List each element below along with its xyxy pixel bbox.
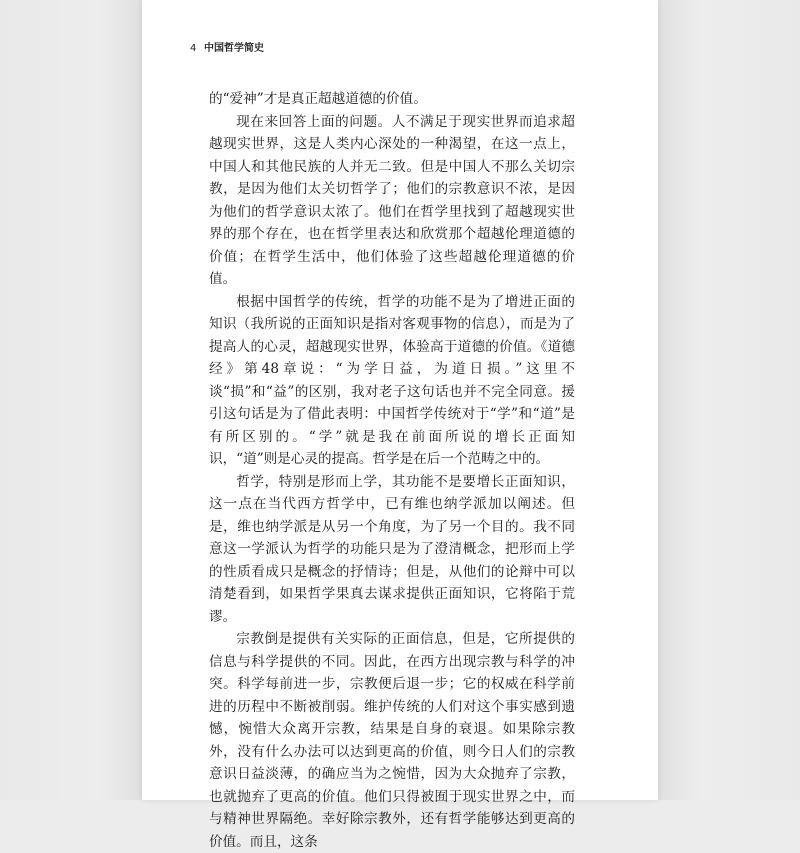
right-background xyxy=(658,0,800,800)
paragraph: 宗教倒是提供有关实际的正面信息，但是，它所提供的信息与科学提供的不同。因此，在西方出现宗教与科学的冲突。科学每前进一步，宗教便后退一步；它的权威在科学前进的历程中不断被削弱。维护传统的人们对这个事实感到遗憾，惋惜大众离开宗教，结果是自身的衰退。如果除宗教外，没有什么办法可以达到更高的价值，则今日人们的宗教意识日益淡薄，的确应当为之惋惜，因为大众抛弃了宗教，也就抛弃了更高的价值。他们只得被囿于现实世界之中，而与精神世界隔绝。幸好除宗教外，还有哲学能够达到更高的价值。而且，这条 xyxy=(209,631,575,850)
page-number: 4 xyxy=(190,43,197,54)
running-head xyxy=(190,42,264,56)
paragraph: 现在来回答上面的问题。人不满足于现实世界而追求超越现实世界，这是人类内心深处的一种渴望，在这一点上，中国人和其他民族的人并无二致。但是中国人不那么关切宗教，是因为他们太关切哲学了；他们的宗教意识不浓，是因为他们的哲学意识太浓了。他们在哲学里找到了超越现实世界的那个存在，也在哲学里表达和欣赏那个超越伦理道德的价值；在哲学生活中，他们体验了这些超越伦理道德的价值。 xyxy=(209,113,575,287)
left-background xyxy=(0,0,142,800)
running-title: 中国哲学简史 xyxy=(204,43,264,54)
body-text xyxy=(209,88,575,853)
book-page xyxy=(142,0,658,850)
paragraph: 根据中国哲学的传统，哲学的功能不是为了增进正面的知识（我所说的正面知识是指对客观事物的信息），而是为了提高人的心灵，超越现实世界，体验高于道德的价值。《道德经》第48章说：“为学日益，为道日损。”这里不谈“损”和“益”的区别，我对老子这句话也并不完全同意。援引这句话是为了借此表明：中国哲学传统对于“学”和“道”是有所区别的。“学”就是我在前面所说的增长正面知识，“道”则是心灵的提高。哲学是在后一个范畴之中的。 xyxy=(209,293,575,467)
paragraph: 哲学，特别是形而上学，其功能不是要增长正面知识，这一点在当代西方哲学中，已有维也纳学派加以阐述。但是，维也纳学派是从另一个角度，为了另一个目的。我不同意这一学派认为哲学的功能只是为了澄清概念，把形而上学的性质看成只是概念的抒情诗；但是，从他们的论辩中可以清楚看到，如果哲学果真去谋求提供正面知识，它将陷于荒谬。 xyxy=(209,473,575,625)
paragraph-continued: 的“爱神”才是真正超越道德的价值。 xyxy=(209,91,427,107)
